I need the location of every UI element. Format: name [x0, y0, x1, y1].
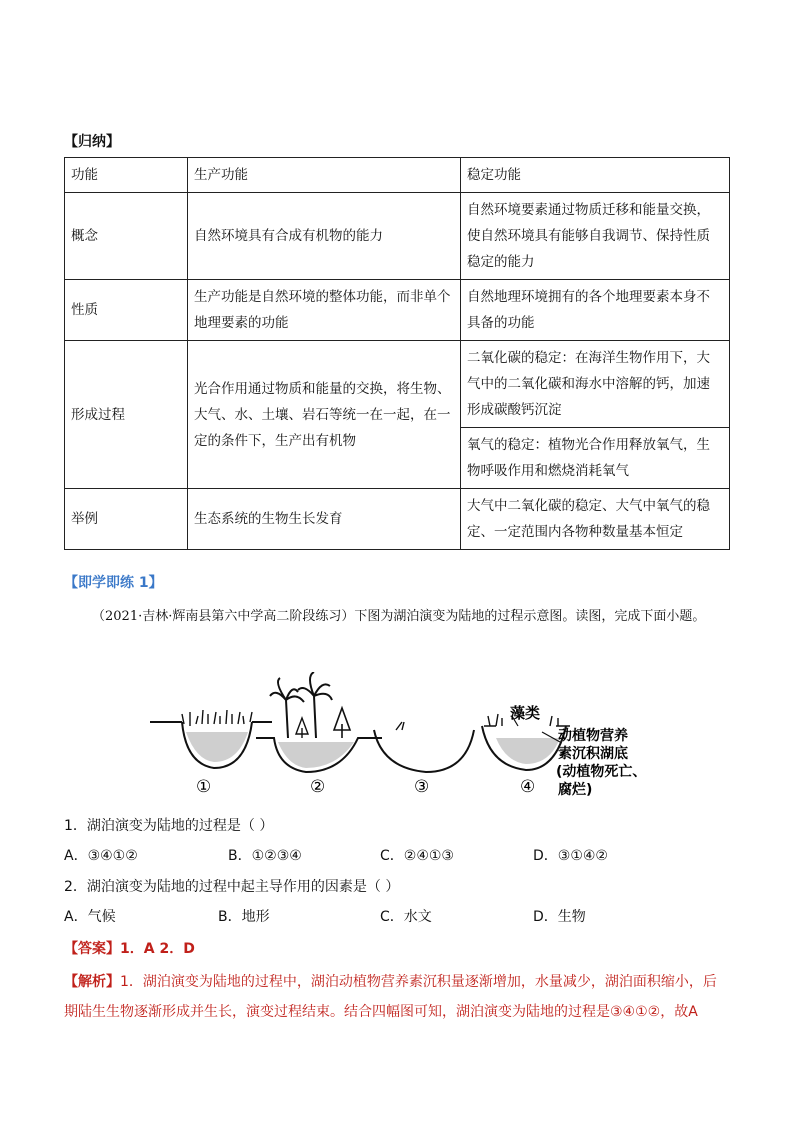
- option-d[interactable]: D．生物: [533, 909, 586, 925]
- question-1-stem: 1．湖泊演变为陆地的过程是（ ）: [64, 818, 274, 834]
- cell-production-example: 生态系统的生物生长发育: [188, 489, 461, 550]
- option-b[interactable]: B．地形: [218, 909, 270, 925]
- stage-1-illustration: [150, 710, 272, 768]
- option-a[interactable]: A．③④①②: [64, 848, 138, 864]
- header-stability: 稳定功能: [461, 158, 730, 193]
- cell-stability-concept: 自然环境要素通过物质迁移和能量交换，使自然环境具有能够自我调节、保持性质稳定的能力: [461, 193, 730, 280]
- table-row: [65, 489, 730, 550]
- analysis-tag: 【解析】: [64, 974, 120, 990]
- cell-stability-co2: 二氧化碳的稳定：在海洋生物作用下，大气中的二氧化碳和海水中溶解的钙，加速形成碳酸钙沉淀: [461, 341, 730, 428]
- stage-label-1: ①: [196, 777, 212, 797]
- table-row: [65, 341, 730, 428]
- stage-label-3: ③: [414, 777, 430, 797]
- label-sediment-4: 腐烂): [558, 782, 593, 798]
- question-source: （2021·吉林·辉南县第六中学高二阶段练习）下图为湖泊演变为陆地的过程示意图。读图，完成下面小题。: [92, 609, 706, 624]
- question-2-options: [64, 906, 729, 926]
- cell-stability-o2: 氧气的稳定：植物光合作用释放氧气，生物呼吸作用和燃烧消耗氧气: [461, 428, 730, 489]
- label-sediment-2: 素沉积湖底: [558, 746, 628, 762]
- table-header-row: [65, 158, 730, 193]
- cell-production-nature: 生产功能是自然环境的整体功能，而非单个地理要素的功能: [188, 280, 461, 341]
- label-sediment-3: (动植物死亡、: [556, 764, 647, 780]
- option-b[interactable]: B．①②③④: [228, 848, 302, 864]
- header-production: 生产功能: [188, 158, 461, 193]
- table-row: [65, 280, 730, 341]
- row-label-nature: 性质: [65, 280, 188, 341]
- header-function: 功能: [65, 158, 188, 193]
- summary-heading: 【归纳】: [64, 134, 120, 150]
- answer-line: 【答案】1．A 2．D: [64, 941, 195, 957]
- stage-label-4: ④: [520, 777, 536, 797]
- stage-2-illustration: [256, 672, 382, 772]
- question-2-stem: 2．湖泊演变为陆地的过程中起主导作用的因素是（ ）: [64, 879, 400, 895]
- row-label-concept: 概念: [65, 193, 188, 280]
- option-c[interactable]: C．水文: [380, 909, 432, 925]
- practice-title: 【即学即练 1】: [64, 575, 163, 591]
- analysis-paragraph: [64, 967, 729, 1027]
- stage-label-2: ②: [310, 777, 326, 797]
- label-sediment-1: 动植物营养: [558, 728, 628, 744]
- option-c[interactable]: C．②④①③: [380, 848, 454, 864]
- row-label-formation: 形成过程: [65, 341, 188, 489]
- label-algae: 藻类: [510, 704, 541, 722]
- row-label-example: 举例: [65, 489, 188, 550]
- lake-evolution-figure: [146, 672, 686, 802]
- question-1-options: [64, 845, 729, 865]
- analysis-text: 1．湖泊演变为陆地的过程中，湖泊动植物营养素沉积量逐渐增加，水量减少，湖泊面积缩小，后期陆生生物逐渐形成并生长，演变过程结束。结合四幅图可知，湖泊演变为陆地的过程是③④①②，故A: [64, 974, 717, 1020]
- option-d[interactable]: D．③①④②: [533, 848, 608, 864]
- table-row: [65, 193, 730, 280]
- cell-stability-nature: 自然地理环境拥有的各个地理要素本身不具备的功能: [461, 280, 730, 341]
- cell-production-formation: 光合作用通过物质和能量的交换，将生物、大气、水、土壤、岩石等统一在一起，在一定的条件下，生产出有机物: [188, 341, 461, 489]
- cell-production-concept: 自然环境具有合成有机物的能力: [188, 193, 461, 280]
- function-comparison-table: [64, 157, 730, 550]
- cell-stability-example: 大气中二氧化碳的稳定、大气中氧气的稳定、一定范围内各物种数量基本恒定: [461, 489, 730, 550]
- stage-3-illustration: [374, 722, 474, 772]
- stage-4-illustration: [482, 704, 646, 798]
- option-a[interactable]: A．气候: [64, 909, 116, 925]
